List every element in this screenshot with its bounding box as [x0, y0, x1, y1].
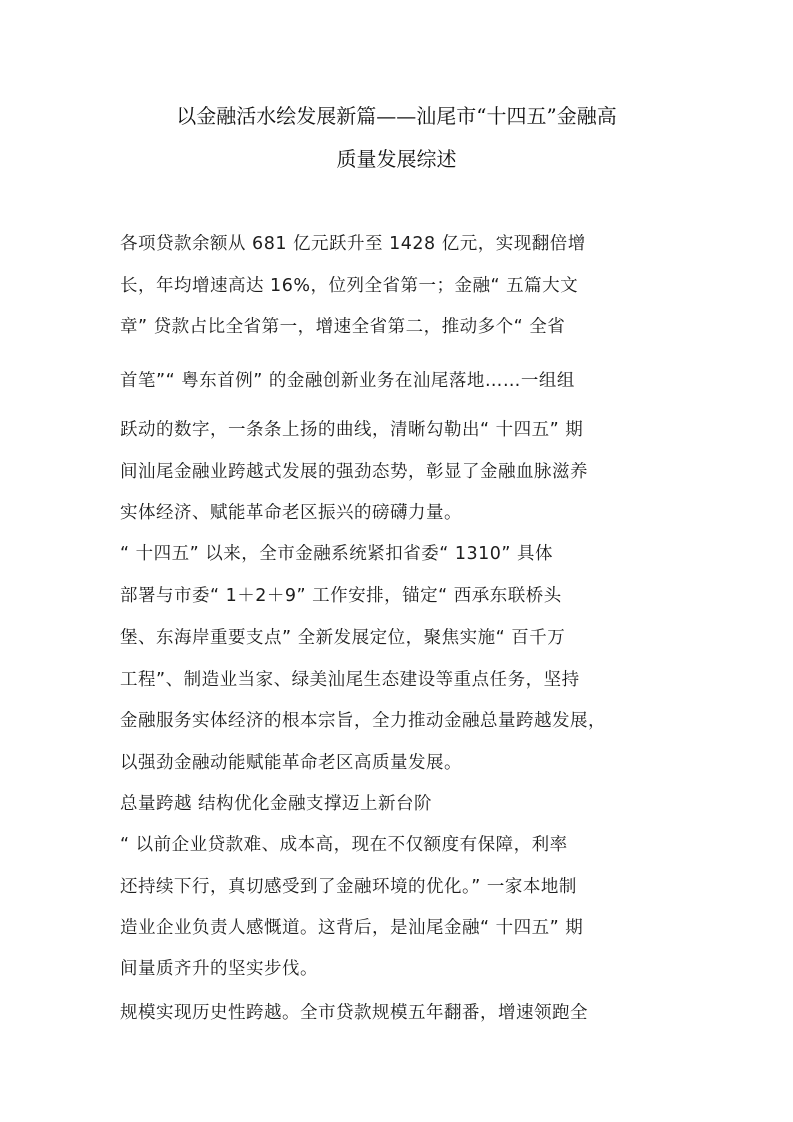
body-line: 工程”、制造业当家、绿美汕尾生态建设等重点任务，坚持: [120, 670, 580, 690]
section-heading: 总量跨越 结构优化金融支撑迈上新台阶: [120, 794, 433, 814]
body-line: 各项贷款余额从 681 亿元跃升至 1428 亿元，实现翻倍增: [120, 234, 586, 254]
body-line: “ 十四五” 以来，全市金融系统紧扣省委“ 1310” 具体: [120, 544, 554, 564]
body-line: 还持续下行，真切感受到了金融环境的优化。” 一家本地制: [120, 877, 577, 897]
body-line: 实体经济、赋能革命老区振兴的磅礴力量。: [120, 503, 462, 523]
document-title-line-2: 质量发展综述: [336, 147, 457, 171]
body-line: 以强劲金融动能赋能革命老区高质量发展。: [120, 753, 462, 773]
body-line: 长，年均增速高达 16%，位列全省第一；金融“ 五篇大文: [120, 276, 579, 296]
body-line: 部署与市委“ 1＋2＋9” 工作安排，锚定“ 西承东联桥头: [120, 586, 562, 606]
body-line: 造业企业负责人感慨道。这背后，是汕尾金融“ 十四五” 期: [120, 918, 584, 938]
body-line: 首笔”“ 粤东首例” 的金融创新业务在汕尾落地……一组组: [120, 371, 575, 391]
body-line: 堡、东海岸重要支点” 全新发展定位，聚焦实施“ 百千万: [120, 628, 566, 648]
body-line: 间量质齐升的坚实步伐。: [120, 959, 318, 979]
body-line: 章” 贷款占比全省第一，增速全省第二，推动多个“ 全省: [120, 317, 566, 337]
body-line: 跃动的数字，一条条上扬的曲线，清晰勾勒出“ 十四五” 期: [120, 420, 584, 440]
document-title-line-1: 以金融活水绘发展新篇——汕尾市“十四五”金融高: [176, 104, 617, 128]
body-line: 金融服务实体经济的根本宗旨，全力推动金融总量跨越发展，: [120, 711, 606, 731]
body-line: 规模实现历史性跨越。全市贷款规模五年翻番，增速领跑全: [120, 1003, 588, 1023]
body-line: “ 以前企业贷款难、成本高，现在不仅额度有保障，利率: [120, 835, 568, 855]
body-line: 间汕尾金融业跨越式发展的强劲态势，彰显了金融血脉滋养: [120, 462, 588, 482]
